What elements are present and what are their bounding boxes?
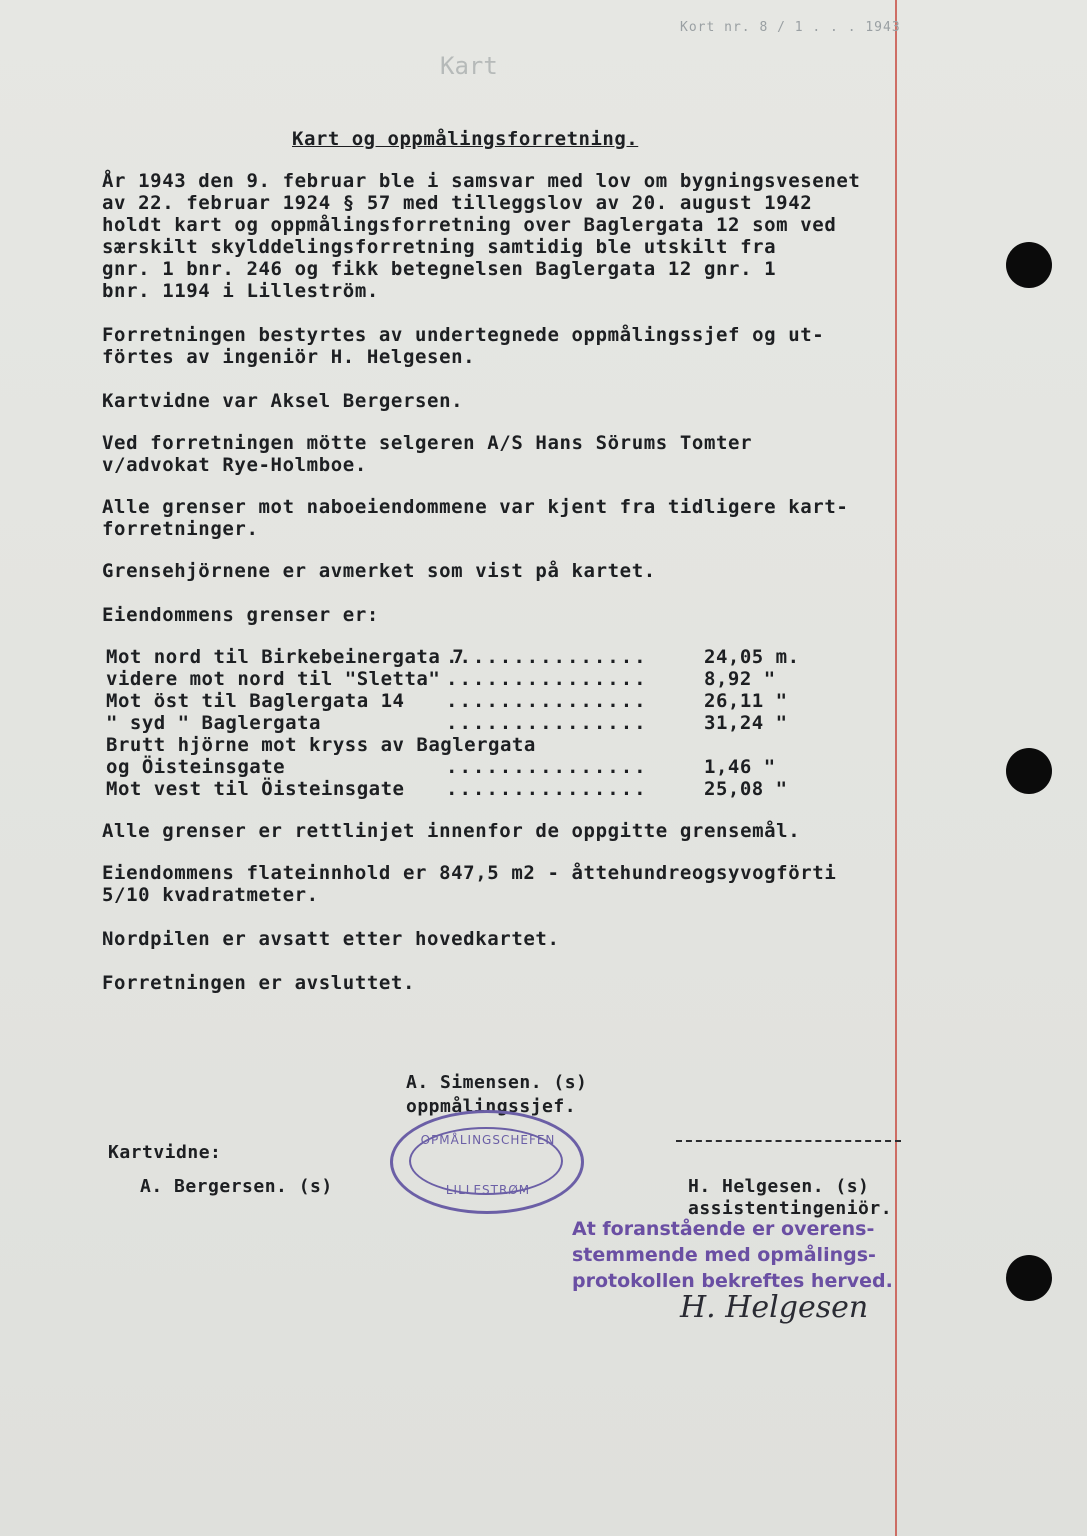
boundary-length: 1,46 "	[704, 756, 776, 778]
margin-rule	[895, 0, 897, 1536]
document-title: Kart og oppmålingsforretning.	[292, 128, 639, 150]
signature-name: A. Simensen. (s)	[406, 1072, 588, 1093]
text-line: bnr. 1194 i Lilleström.	[102, 280, 379, 302]
witness-name: A. Bergersen. (s)	[140, 1176, 333, 1197]
boundary-label: Mot nord til Birkebeinergata 7	[106, 646, 465, 668]
certification-line: protokollen bekreftes herved.	[572, 1270, 893, 1292]
leader-dots: ...............	[446, 778, 648, 800]
text-line: 5/10 kvadratmeter.	[102, 884, 319, 906]
leader-dots: ...............	[446, 712, 648, 734]
handwritten-signature: H. Helgesen	[680, 1290, 869, 1325]
leader-dots: ...............	[446, 668, 648, 690]
certification-line: At foranstående er overens-	[572, 1218, 875, 1240]
text-line: Forretningen er avsluttet.	[102, 972, 416, 994]
text-line: særskilt skylddelingsforretning samtidig ble utskilt fra	[102, 236, 777, 258]
witness-label: Kartvidne:	[108, 1142, 222, 1163]
boundary-label: Brutt hjörne mot kryss av Baglergata	[106, 734, 536, 756]
text-line: Forretningen bestyrtes av undertegnede oppmålingssjef og ut-	[102, 324, 825, 346]
boundary-label: Mot vest til Öisteinsgate	[106, 778, 405, 800]
signature-dash-line	[676, 1140, 901, 1142]
punch-hole	[1006, 748, 1052, 794]
boundary-length: 24,05 m.	[704, 646, 800, 668]
boundary-length: 31,24 "	[704, 712, 788, 734]
official-seal	[390, 1110, 584, 1214]
text-line: Kartvidne var Aksel Bergersen.	[102, 390, 464, 412]
text-line: År 1943 den 9. februar ble i samsvar med lov om bygningsvesenet	[102, 170, 861, 192]
text-line: v/advokat Rye-Holmboe.	[102, 454, 367, 476]
leader-dots: ...............	[446, 690, 648, 712]
text-line: forretninger.	[102, 518, 259, 540]
assistant-name: H. Helgesen. (s)	[688, 1176, 870, 1197]
signature-role: oppmålingssjef.	[406, 1096, 577, 1117]
text-line: Ved forretningen mötte selgeren A/S Hans Sörums Tomter	[102, 432, 753, 454]
boundaries-heading: Eiendommens grenser er:	[102, 604, 379, 626]
text-line: gnr. 1 bnr. 246 og fikk betegnelsen Baglergata 12 gnr. 1	[102, 258, 777, 280]
assistant-role: assistentingeniör.	[688, 1198, 893, 1219]
certification-line: stemmende med opmålings-	[572, 1244, 876, 1266]
punch-hole	[1006, 1255, 1052, 1301]
text-line: Alle grenser er rettlinjet innenfor de oppgitte grensemål.	[102, 820, 801, 842]
text-line: Alle grenser mot naboeiendommene var kjent fra tidligere kart-	[102, 496, 849, 518]
boundary-label: " syd " Baglergata	[106, 712, 321, 734]
leader-dots: ...............	[446, 646, 648, 668]
punch-hole	[1006, 242, 1052, 288]
faint-mark: Kart	[440, 52, 498, 80]
text-line: holdt kart og oppmålingsforretning over Baglergata 12 som ved	[102, 214, 837, 236]
text-line: förtes av ingeniör H. Helgesen.	[102, 346, 476, 368]
text-line: Grensehjörnene er avmerket som vist på kartet.	[102, 560, 656, 582]
leader-dots: ...............	[446, 756, 648, 778]
boundary-length: 8,92 "	[704, 668, 776, 690]
boundary-length: 25,08 "	[704, 778, 788, 800]
boundary-label: og Öisteinsgate	[106, 756, 286, 778]
text-line: Eiendommens flateinnhold er 847,5 m2 - åttehundreogsyvogförti	[102, 862, 837, 884]
boundary-label: Mot öst til Baglergata 14	[106, 690, 405, 712]
archive-stamp: Kort nr. 8 / 1 . . . 1943	[680, 20, 901, 35]
seal-top-text: OPMÅLINGSCHEFEN	[420, 1133, 556, 1147]
text-line: av 22. februar 1924 § 57 med tilleggslov av 20. august 1942	[102, 192, 813, 214]
boundary-label: videre mot nord til "Sletta"	[106, 668, 441, 690]
boundary-length: 26,11 "	[704, 690, 788, 712]
seal-bottom-text: LILLESTRØM	[445, 1183, 531, 1197]
text-line: Nordpilen er avsatt etter hovedkartet.	[102, 928, 560, 950]
